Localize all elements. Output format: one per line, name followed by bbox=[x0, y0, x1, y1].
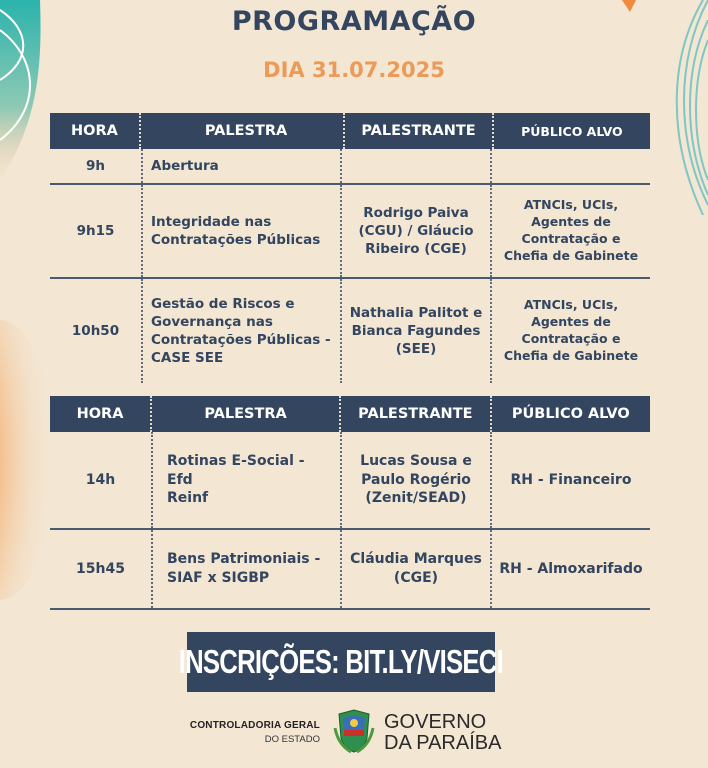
header-hora: HORA bbox=[76, 406, 124, 422]
table-row bbox=[50, 432, 650, 530]
footer-logos bbox=[186, 706, 506, 756]
cge-line2: DO ESTADO bbox=[264, 734, 320, 745]
table-row bbox=[50, 279, 650, 383]
governo-paraiba-logo bbox=[384, 712, 501, 754]
cell-palestrante: Cláudia Marques (CGE) bbox=[340, 530, 490, 608]
header-publico-alvo: PÚBLICO ALVO bbox=[492, 113, 650, 149]
cell-palestra: Gestão de Riscos e Governança nas Contratações Públicas - CASE SEE bbox=[141, 279, 340, 383]
cell-palestra: Abertura bbox=[141, 149, 340, 183]
table-header bbox=[50, 113, 650, 149]
header-publico-alvo: PÚBLICO ALVO bbox=[490, 396, 650, 432]
state-crest-icon bbox=[331, 708, 377, 754]
cell-publico: RH - Financeiro bbox=[490, 432, 650, 528]
header-palestra: PALESTRA bbox=[139, 113, 343, 149]
cell-palestrante: Rodrigo Paiva (CGU) / Gláucio Ribeiro (CGE) bbox=[340, 185, 490, 277]
table-row bbox=[50, 149, 650, 185]
cell-palestrante: Nathalia Palitot e Bianca Fagundes (SEE) bbox=[340, 279, 490, 383]
cge-logo bbox=[186, 720, 320, 745]
cell-palestra: Integridade nas Contratações Públicas bbox=[141, 185, 340, 277]
header-hora: HORA bbox=[71, 123, 118, 139]
page-title: PROGRAMAÇÃO bbox=[231, 6, 477, 37]
cell-hora: 14h bbox=[85, 471, 116, 488]
gov-line1: GOVERNO bbox=[384, 711, 487, 733]
gov-line2: DA PARAÍBA bbox=[384, 732, 502, 754]
header-palestrante: PALESTRANTE bbox=[343, 113, 492, 149]
cell-hora: 9h15 bbox=[76, 222, 115, 239]
cell-hora: 9h bbox=[85, 157, 105, 174]
cell-palestra: Rotinas E-Social - Efd Reinf bbox=[151, 432, 340, 528]
table-header bbox=[50, 396, 650, 432]
table-row bbox=[50, 530, 650, 610]
schedule-table-morning bbox=[50, 113, 650, 383]
registration-banner[interactable] bbox=[178, 632, 504, 692]
schedule-table-afternoon bbox=[50, 396, 650, 610]
cell-publico: ATNCIs, UCIs, Agentes de Contratação e Chefia de Gabinete bbox=[490, 185, 650, 277]
cell-hora: 10h50 bbox=[71, 322, 120, 339]
cell-publico: RH - Almoxarifado bbox=[490, 530, 650, 608]
header-palestrante: PALESTRANTE bbox=[339, 396, 490, 432]
table-row bbox=[50, 185, 650, 279]
event-date: DIA 31.07.2025 bbox=[263, 58, 445, 82]
cell-palestra: Bens Patrimoniais - SIAF x SIGBP bbox=[151, 530, 340, 608]
registration-text: INSCRIÇÕES: BIT.LY/VISECI bbox=[178, 643, 504, 680]
cell-palestrante bbox=[340, 149, 490, 183]
cge-line1: CONTROLADORIA GERAL bbox=[189, 720, 320, 731]
cell-hora: 15h45 bbox=[76, 560, 125, 577]
header-palestra: PALESTRA bbox=[150, 396, 339, 432]
cell-publico bbox=[490, 149, 650, 183]
cell-publico: ATNCIs, UCIs, Agentes de Contratação e Chefia de Gabinete bbox=[490, 279, 650, 383]
cell-palestrante: Lucas Sousa e Paulo Rogério (Zenit/SEAD) bbox=[340, 432, 490, 528]
